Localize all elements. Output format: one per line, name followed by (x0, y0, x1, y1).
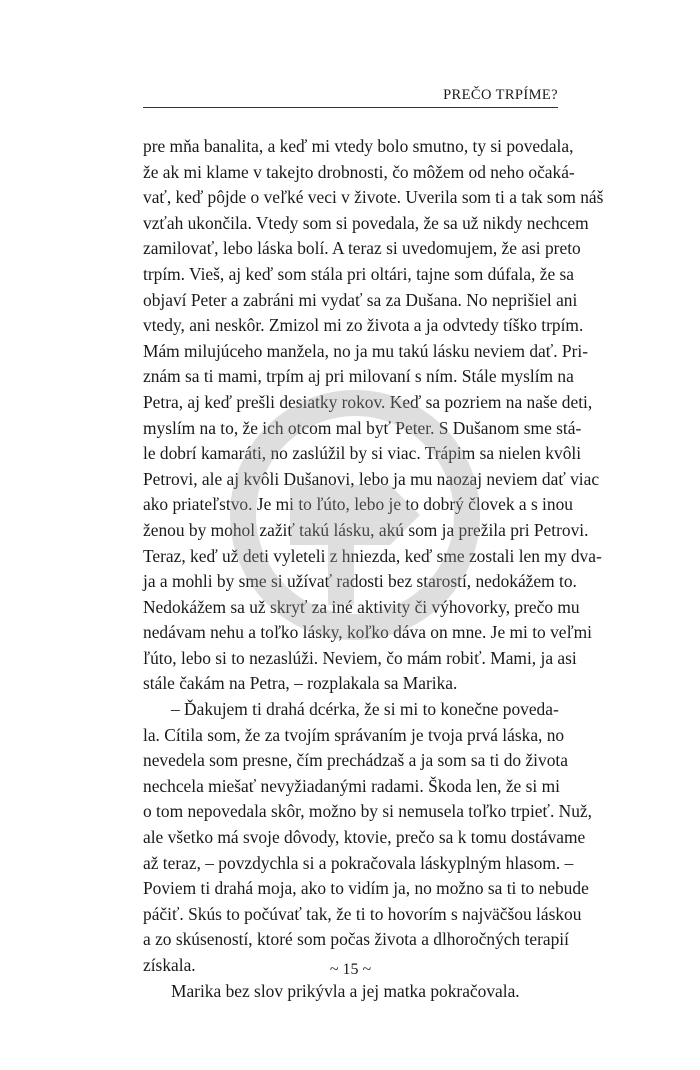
text-line: zamilovať, lebo láska bolí. A teraz si uvedomujem, že asi preto (143, 238, 581, 259)
text-line: získala. (143, 955, 196, 975)
text-line: Mám milujúceho manžela, no ja mu takú lásku neviem dať. Pri- (143, 340, 588, 361)
text-line: a zo skúseností, ktoré som počas života a dlhoročných terapií (143, 929, 569, 950)
text-line: Petrovi, ale aj kvôli Dušanovi, lebo ja mu naozaj neviem dať viac (143, 468, 600, 489)
text-line: o tom nepovedala skôr, možno by si nemusela toľko trpieť. Nuž, (143, 801, 592, 822)
running-header: PREČO TRPÍME? (443, 87, 558, 103)
text-line: Poviem ti drahá moja, ako to vidím ja, no možno sa ti to nebude (143, 878, 589, 899)
text-line: až teraz, – povzdychla si a pokračovala láskyplným hlasom. – (143, 852, 574, 873)
text-line: ja a mohli by sme si užívať radosti bez starostí, nedokážem to. (143, 571, 577, 592)
page-number: ~ 15 ~ (329, 961, 372, 978)
text-line: objaví Peter a zabráni mi vydať sa za Dušana. No neprišiel ani (143, 289, 578, 310)
text-line: že ak mi klame v takejto drobnosti, čo môžem od neho očaká- (143, 161, 575, 182)
body-text (143, 134, 604, 1004)
text-line: ale všetko má svoje dôvody, ktovie, prečo sa k tomu dostávame (143, 827, 586, 848)
text-line: Petra, aj keď prešli desiatky rokov. Keď sa pozriem na naše deti, (143, 391, 593, 412)
text-line: trpím. Vieš, aj keď som stála pri oltári, tajne som dúfala, že sa (143, 263, 575, 284)
text-line: vať, keď pôjde o veľké veci v živote. Uverila som ti a tak som náš (143, 187, 604, 208)
text-line: vzťah ukončila. Vtedy som si povedala, že sa už nikdy nechcem (143, 212, 589, 233)
text-line: le dobrí kamaráti, no zaslúžil by si viac. Trápim sa nielen kvôli (143, 443, 582, 464)
text-line: Nedokážem sa už skryť za iné aktivity či výhovorky, prečo mu (143, 596, 580, 617)
text-line: nedávam nehu a toľko lásky, koľko dáva on mne. Je mi to veľmi (143, 622, 592, 643)
text-line: vtedy, ani neskôr. Zmizol mi zo života a ja odvtedy tíško trpím. (143, 315, 584, 336)
text-line: myslím na to, že ich otcom mal byť Peter. S Dušanom sme stá- (143, 417, 582, 438)
text-line: la. Cítila som, že za tvojím správaním je tvoja prvá láska, no (143, 724, 565, 745)
text-line: ľúto, lebo si to nezaslúži. Neviem, čo mám robiť. Mami, ja asi (143, 647, 577, 668)
text-line: – Ďakujem ti drahá dcérka, že si mi to konečne poveda- (171, 699, 559, 720)
header-rule (143, 107, 558, 108)
text-line: páčiť. Skús to počúvať tak, že ti to hovorím s najväčšou láskou (143, 903, 582, 924)
text-line: stále čakám na Petra, – rozplakala sa Marika. (143, 673, 458, 694)
text-line: nevedela som presne, čím prechádzaš a ja som sa ti do života (143, 750, 568, 771)
text-line: ženou by mohol zažiť takú lásku, akú som ja prežila pri Petrovi. (143, 519, 589, 540)
text-line: Marika bez slov prikývla a jej matka pokračovala. (171, 980, 520, 1001)
text-line: ako priateľstvo. Je mi to ľúto, lebo je to dobrý človek a s inou (143, 494, 573, 515)
text-line: Teraz, keď už deti vyleteli z hniezda, keď sme zostali len my dva- (143, 545, 602, 566)
text-line: nechcela miešať nevyžiadanými radami. Škoda len, že si mi (143, 775, 560, 796)
text-line: znám sa ti mami, trpím aj pri milovaní s ním. Stále myslím na (143, 366, 574, 387)
text-line: pre mňa banalita, a keď mi vtedy bolo smutno, ty si povedala, (143, 136, 574, 156)
